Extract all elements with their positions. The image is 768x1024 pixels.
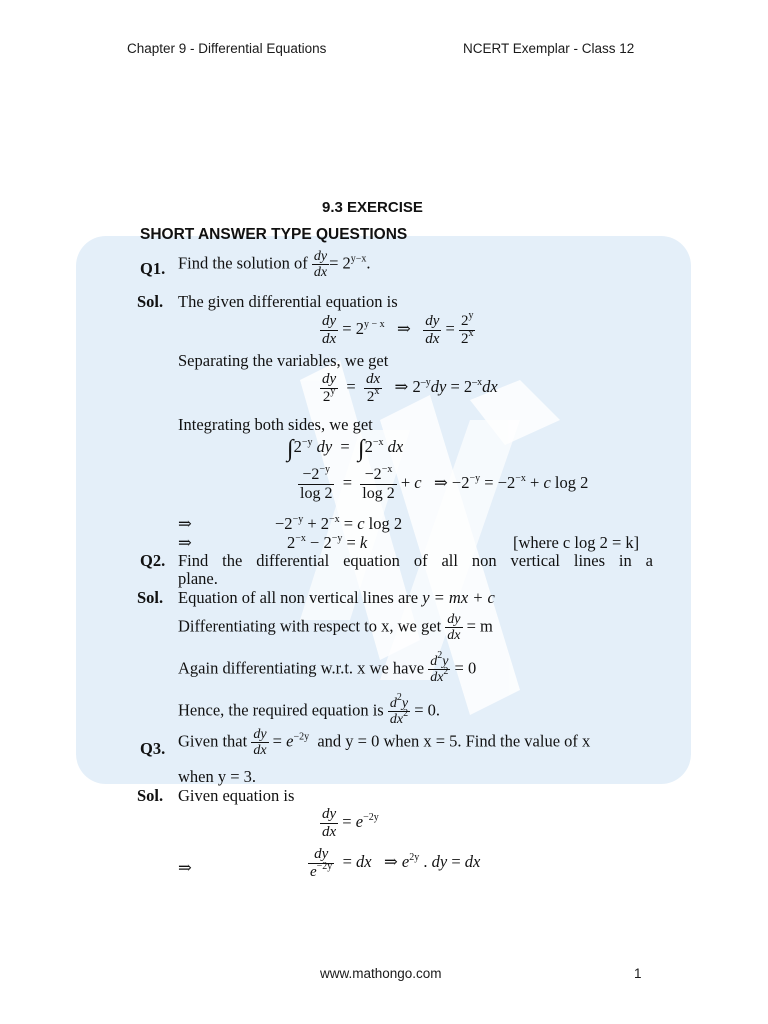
sol3-label: Sol. — [137, 786, 164, 805]
sol2-line3: Again differentiating w.r.t. x we have $\frac{d^2y}{dx^2}$ = 0 — [178, 650, 477, 686]
header-book: NCERT Exemplar - Class 12 — [463, 41, 635, 56]
sol1-line1: The given differential equation is — [178, 292, 398, 311]
sol1-integrated: $\frac{-2^{-y}}{\log 2}$ = $\frac{-2^{-x}}{\log 2}$ + c ⇒ $-2^{-y} = -2^{-x} + c$ log 2 — [300, 464, 589, 502]
sol1-equation-1: $\frac{dy}{dx}$ = $2^{y - x}$ ⇒ $\frac{dy}{dx}$ = $\frac{2^y}{2^x}$ — [322, 310, 474, 347]
q1-rhs-exponent: y−x — [350, 253, 367, 265]
sol3-equation-1: $\frac{dy}{dx}$ = $e^{-2y}$ — [322, 806, 379, 840]
sol2-label: Sol. — [137, 588, 164, 607]
sol1-step-2: $2^{-x} - 2^{-y} = k$ — [287, 533, 368, 552]
q1-text-before: Find the solution of — [178, 253, 308, 273]
q1-rhs: = 2 — [329, 253, 351, 273]
q2-label: Q2. — [140, 551, 166, 570]
q3-label: Q3. — [140, 739, 166, 758]
header-chapter: Chapter 9 - Differential Equations — [127, 41, 327, 56]
section-title: 9.3 EXERCISE — [322, 199, 423, 216]
q2-line2: plane. — [178, 569, 218, 588]
sol3-equation-2: $\frac{dy}{e^{-2y}}$ = dx ⇒ $e^{2y}$ . dy = dx — [310, 846, 481, 880]
section-subtitle: SHORT ANSWER TYPE QUESTIONS — [140, 226, 408, 243]
q1-dydx-fraction: $\frac{dy}{dx}$ — [313, 249, 328, 281]
sol1-where-note: [where c log 2 = k] — [513, 533, 640, 552]
q1-text: Find the solution of $\frac{dy}{dx}$ = $2^{y-x}$. — [178, 249, 371, 281]
footer-url[interactable]: www.mathongo.com — [320, 966, 442, 981]
sol3-line1: Given equation is — [178, 786, 295, 805]
sol1-implies-2: ⇒ — [178, 533, 192, 552]
q1-label: Q1. — [140, 259, 166, 278]
sol1-integral: $\int 2^{-y}$ dy = $\int 2^{-x}$ dx — [287, 436, 404, 462]
sol1-equation-2: $\frac{dy}{2^y}$ = $\frac{dx}{2^x}$ ⇒ $2^{-y}dy = 2^{-x}dx$ — [322, 371, 498, 405]
sol2-line1: Equation of all non vertical lines are y = mx + c — [178, 588, 495, 607]
sol2-line4: Hence, the required equation is $\frac{d^2y}{dx^2}$ = 0. — [178, 692, 440, 728]
sol2-line2: Differentiating with respect to x, we get $\frac{dy}{dx}$ = m — [178, 612, 493, 644]
sol1-implies-1: ⇒ — [178, 514, 192, 533]
q3-line2: when y = 3. — [178, 767, 257, 786]
sol1-line2: Separating the variables, we get — [178, 351, 389, 370]
sol1-step-1: $-2^{-y} + 2^{-x} = c$ log 2 — [275, 514, 403, 533]
sol1-line3: Integrating both sides, we get — [178, 415, 373, 434]
page-number: 1 — [634, 966, 642, 981]
q3-line1: Given that $\frac{dy}{dx}$ = $e^{-2y}$ and y = 0 when x = 5. Find the value of x — [178, 727, 591, 759]
sol3-implies: ⇒ — [178, 858, 192, 877]
sol1-label: Sol. — [137, 292, 164, 311]
q2-line1: Find the differential equation of all non vertical lines in a — [178, 551, 653, 570]
